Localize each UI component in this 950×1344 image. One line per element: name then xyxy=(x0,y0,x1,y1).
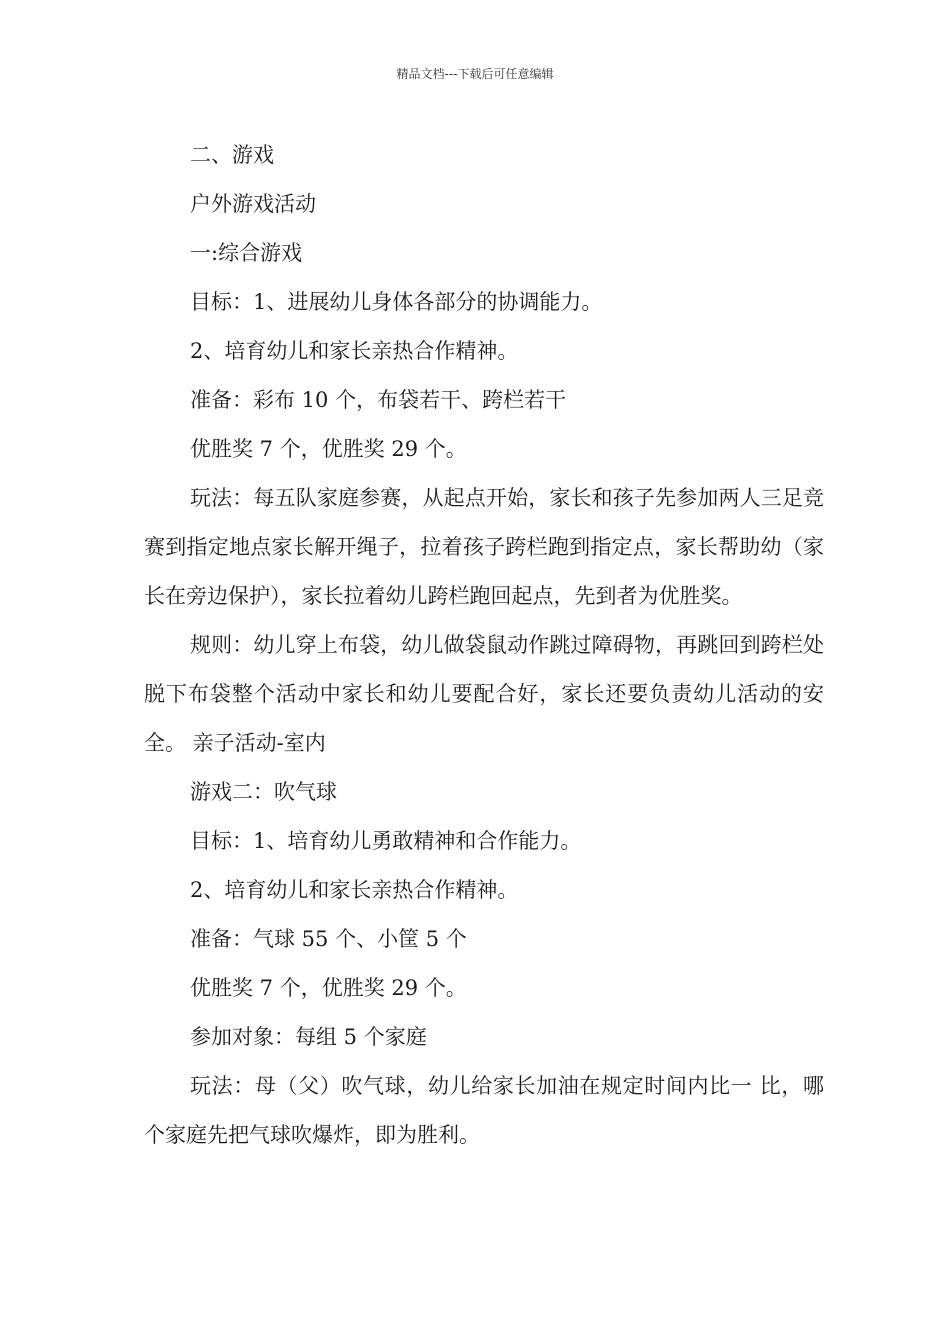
game-one-goal-2: 2、培育幼儿和家长亲热合作精神。 xyxy=(190,339,519,363)
game-two-play: 玩法：母（父）吹气球，幼儿给家长加油在规定时间内比一 比，哪个家庭先把气球吹爆炸，即为胜利。 xyxy=(144,1074,824,1147)
subsection-heading: 户外游戏活动 xyxy=(190,192,316,216)
game-two-goal-2: 2、培育幼儿和家长亲热合作精神。 xyxy=(190,878,519,902)
game-two-title: 游戏二：吹气球 xyxy=(190,780,337,804)
game-one-rules: 规则：幼儿穿上布袋，幼儿做袋鼠动作跳过障碍物，再跳回到跨栏处脱下布袋整个活动中家长和幼儿要配合好，家长还要负责幼儿活动的安全。 亲子活动-室内 xyxy=(144,633,824,755)
game-one-prizes: 优胜奖 7 个，优胜奖 29 个。 xyxy=(190,437,467,461)
game-two-preparation: 准备：气球 55 个、小筐 5 个 xyxy=(190,927,467,951)
page-header: 精品文档---下载后可任意编辑 xyxy=(396,67,554,81)
game-two-goal-1: 目标：1、培育幼儿勇敢精神和合作能力。 xyxy=(190,829,582,853)
game-two-prizes: 优胜奖 7 个，优胜奖 29 个。 xyxy=(190,976,467,1000)
game-one-preparation: 准备：彩布 10 个，布袋若干、跨栏若干 xyxy=(190,388,567,412)
document-body xyxy=(144,131,824,1160)
game-one-goal-1: 目标：1、进展幼儿身体各部分的协调能力。 xyxy=(190,290,603,314)
game-one-rules-play: 玩法：每五队家庭参赛，从起点开始，家长和孩子先参加两人三足竞赛到指定地点家长解开绳子，拉着孩子跨栏跑到指定点，家长帮助幼（家长在旁边保护），家长拉着幼儿跨栏跑回起点，先到者为优胜奖。 xyxy=(144,486,824,608)
section-heading: 二、游戏 xyxy=(190,143,274,167)
game-two-participants: 参加对象：每组 5 个家庭 xyxy=(190,1025,427,1049)
game-one-title: 一:综合游戏 xyxy=(190,241,303,265)
